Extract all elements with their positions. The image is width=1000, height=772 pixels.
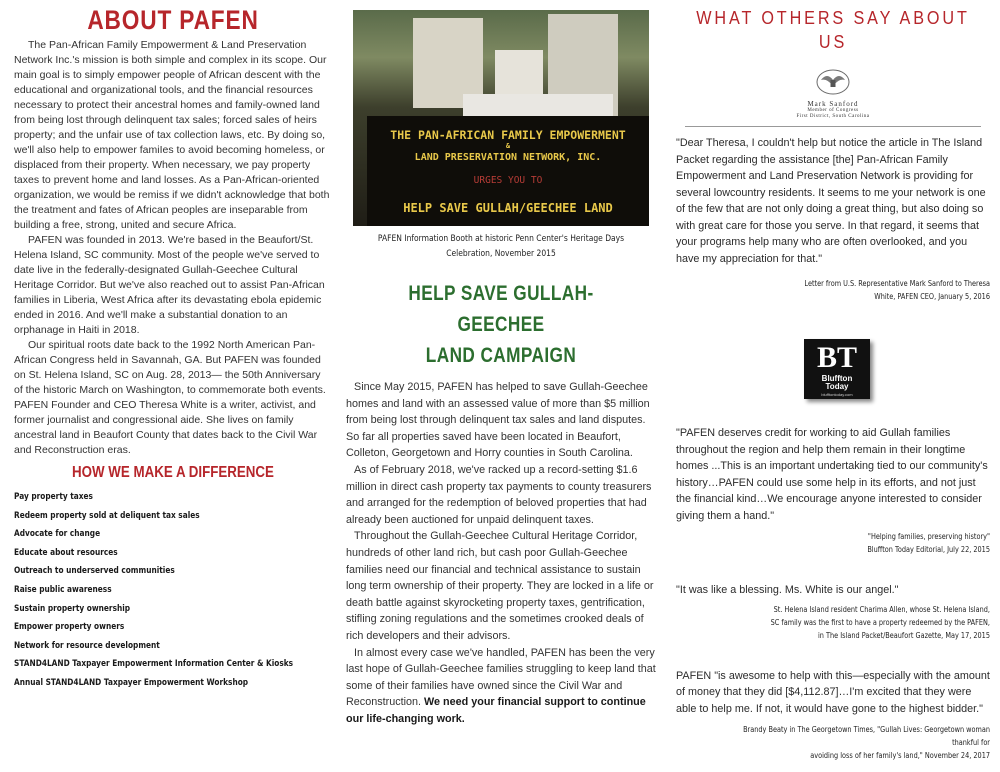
- testimonial-quote: "PAFEN deserves credit for working to aid Gullah families throughout the region and help them remain in their longtime homes ...This is an important undertaking tied to our community's history…PAFEN could use some help in its efforts, and not just the financial kind…We encourage anyone interested to consider giving them a hand.": [676, 427, 988, 522]
- campaign-paragraph-text: In almost every case we've handled, PAFEN has been the very last hope of Gullah-Geechee families struggling to keep land that some of their families have owned since the Civil War and Reconstruction.: [346, 646, 656, 709]
- attribution-line: in The Island Packet/Beaufort Gazette, May 17, 2015: [817, 630, 990, 640]
- difference-item: Redeem property sold at deliquent tax sales: [14, 510, 200, 521]
- campaign-paragraph-3: Throughout the Gullah-Geechee Cultural Heritage Corridor, hundreds of other land rich, but cash poor Gullah-Geechee families need our financial and technical assistance to sustain long term ownership of their property. They are locked in a life or death battle against skyrocketing property taxes, gentrification, stifling zoning regulations and the sometimes crooked deals of rich developers and their advisors.: [346, 530, 654, 642]
- attribution-line: avoiding loss of her family's land," November 24, 2017: [810, 751, 990, 760]
- letterhead: [676, 100, 990, 120]
- difference-item: Sustain property ownership: [14, 603, 131, 614]
- difference-item: Annual STAND4LAND Taxpayer Empowerment Workshop: [14, 677, 249, 688]
- difference-item: Advocate for change: [14, 529, 101, 540]
- difference-item: Outreach to underserved communities: [14, 566, 175, 577]
- campaign-title-line: LAND CAMPAIGN: [425, 344, 577, 367]
- difference-item: Educate about resources: [14, 547, 118, 558]
- testimonials-title: WHAT OTHERS SAY ABOUT US: [696, 8, 970, 52]
- eagle-seal-icon: [815, 68, 851, 96]
- testimonial-attribution: [720, 277, 990, 303]
- attribution-line: Brandy Beaty in The Georgetown Times, "Gullah Lives: Georgetown woman thankful for: [743, 725, 990, 747]
- about-column: [14, 6, 332, 693]
- campaign-call-to-action: We need your financial support to continue our life-changing work.: [346, 696, 646, 725]
- about-paragraph-3: Our spiritual roots date back to the 1992 North American Pan-African Congress held in Savannah, GA. But PAFEN was founded on St. Helena Island, SC on Aug. 28, 2013— the 50th Anniversary of the historic March on Washington, to commemorate both events. PAFEN Founder and CEO Theresa White is a writer, activist, and former journalist and congressional aide. She lives on family ancestral land in Beaufort County that dates back to the Civil War and Reconstruction eras.: [14, 339, 326, 456]
- difference-title: HOW WE MAKE A DIFFERENCE: [72, 464, 274, 481]
- testimonial-quote: "Dear Theresa, I couldn't help but notice the article in The Island Packet regarding the assistance [the] Pan-African Family Empowerment and Land Preservation Network is providing for several lowcountry residents. It seems to me your network is one of the few that are not only doing a great thing, but also doing so with great care for those you serve. In that regard, it seems that your programs help many who are often overlooked, and you have my appreciation for that.": [676, 137, 986, 265]
- testimonials-column: [676, 6, 990, 762]
- difference-item: Raise public awareness: [14, 584, 112, 595]
- attribution-line: SC family was the first to have a property redeemed by the PAFEN,: [770, 617, 990, 627]
- caption-line: PAFEN Information Booth at historic Penn Center's Heritage Days: [377, 234, 625, 244]
- logo-url: blufftontoday.com: [821, 392, 853, 397]
- difference-list: [14, 488, 332, 693]
- campaign-title: [374, 278, 628, 371]
- banner-ampersand: &: [505, 142, 511, 150]
- testimonial-attribution: [720, 723, 990, 762]
- caption-line: Celebration, November 2015: [446, 249, 556, 259]
- difference-item: Network for resource development: [14, 640, 160, 651]
- campaign-paragraph-2: As of February 2018, we've racked up a record-setting $1.6 million in direct cash property tax payments to county treasurers and arranged for the redemption of beloved properties that had already been auctioned for unpaid delinquent taxes.: [346, 463, 652, 526]
- difference-item: STAND4LAND Taxpayer Empowerment Information Center & Kiosks: [14, 659, 294, 670]
- testimonial-quote: PAFEN "is awesome to help with this—especially with the amount of money that they did [$4,112.87]…I'm excited that they were able to help me. If not, it would have gone to the highest bidder.": [676, 669, 990, 715]
- banner-line: THE PAN-AFRICAN FAMILY EMPOWERMENT: [390, 128, 626, 142]
- booth-photo: [353, 10, 649, 226]
- bluffton-today-logo: [804, 339, 870, 399]
- letterhead-divider: [685, 126, 981, 127]
- campaign-paragraph-4: [346, 645, 656, 728]
- logo-wordmark: Bluffton: [821, 374, 853, 383]
- about-paragraph-1: The Pan-African Family Empowerment & Land Preservation Network Inc.'s mission is both simple and complex in its scope. Our main goal is to simply empower people of African descent with the educational and organizational tools, and the financial resources necessary to protect their ancestral homes and family-owned land from being lost through delinquent tax sales; forced sales of heirs property; and the unfair use of tax collection laws, etc. By doing so, we'll also help to empower famiIes to avoid becoming homeless, or displaced from their property. When necessary, we pay property taxes to prevent home and land losses. As a Pan-African-oriented organization, we would be remiss if we didn't acknowledge that both the treatment and fates of African peoples are inseparable from building a free, strong, united and secure Africa.: [14, 39, 330, 231]
- booth-banner: [367, 116, 649, 226]
- campaign-column: [346, 10, 656, 727]
- attribution-line: "Helping families, preserving history": [867, 532, 990, 541]
- difference-item: Empower property owners: [14, 622, 125, 633]
- attribution-line: White, PAFEN CEO, January 5, 2016: [874, 292, 990, 301]
- letterhead-name: Mark Sanford: [807, 100, 859, 108]
- attribution-line: St. Helena Island resident Charima Allen, whose St. Helena Island,: [773, 604, 990, 614]
- letterhead-subtitle: First District, South Carolina: [796, 114, 870, 119]
- attribution-line: Letter from U.S. Representative Mark Sanford to Theresa: [804, 279, 990, 288]
- logo-wordmark: Today: [825, 382, 849, 391]
- banner-line: HELP SAVE GULLAH/GEECHEE LAND: [403, 201, 613, 215]
- photo-caption: [368, 232, 635, 262]
- letterhead-subtitle: Member of Congress: [807, 108, 859, 113]
- about-paragraph-2: PAFEN was founded in 2013. We're based in the Beaufort/St. Helena Island, SC community. Most of the people we've served to date live in the federally-designated Gullah-Geechee Cultural Heritage Corridor. But we've also reached out to assist Pan-African families in Liberia, West Africa after its devastating ebola epidemic ended in 2016. And we'll make a substantial donation to an orphanage in Haiti in 2018.: [14, 234, 325, 336]
- testimonial-quote: "It was like a blessing. Ms. White is our angel.": [676, 584, 899, 596]
- difference-item: Pay property taxes: [14, 492, 93, 502]
- campaign-paragraph-1: Since May 2015, PAFEN has helped to save Gullah-Geechee homes and land with an assessed value of more than $5 million from being lost through delinquent tax sales and land disputes. So far all properties saved have been located in Beaufort, Colleton, Georgetown and Horry counties in South Carolina.: [346, 381, 650, 460]
- banner-line: LAND PRESERVATION NETWORK, INC.: [414, 152, 602, 163]
- about-title: ABOUT PAFEN: [87, 5, 259, 35]
- logo-lettermark: BT: [816, 341, 858, 374]
- banner-line: URGES YOU TO: [473, 175, 543, 186]
- testimonial-attribution: [720, 530, 990, 556]
- attribution-line: Bluffton Today Editorial, July 22, 2015: [867, 545, 990, 554]
- testimonial-attribution: [720, 603, 990, 642]
- campaign-title-line: HELP SAVE GULLAH-GEECHEE: [408, 282, 594, 336]
